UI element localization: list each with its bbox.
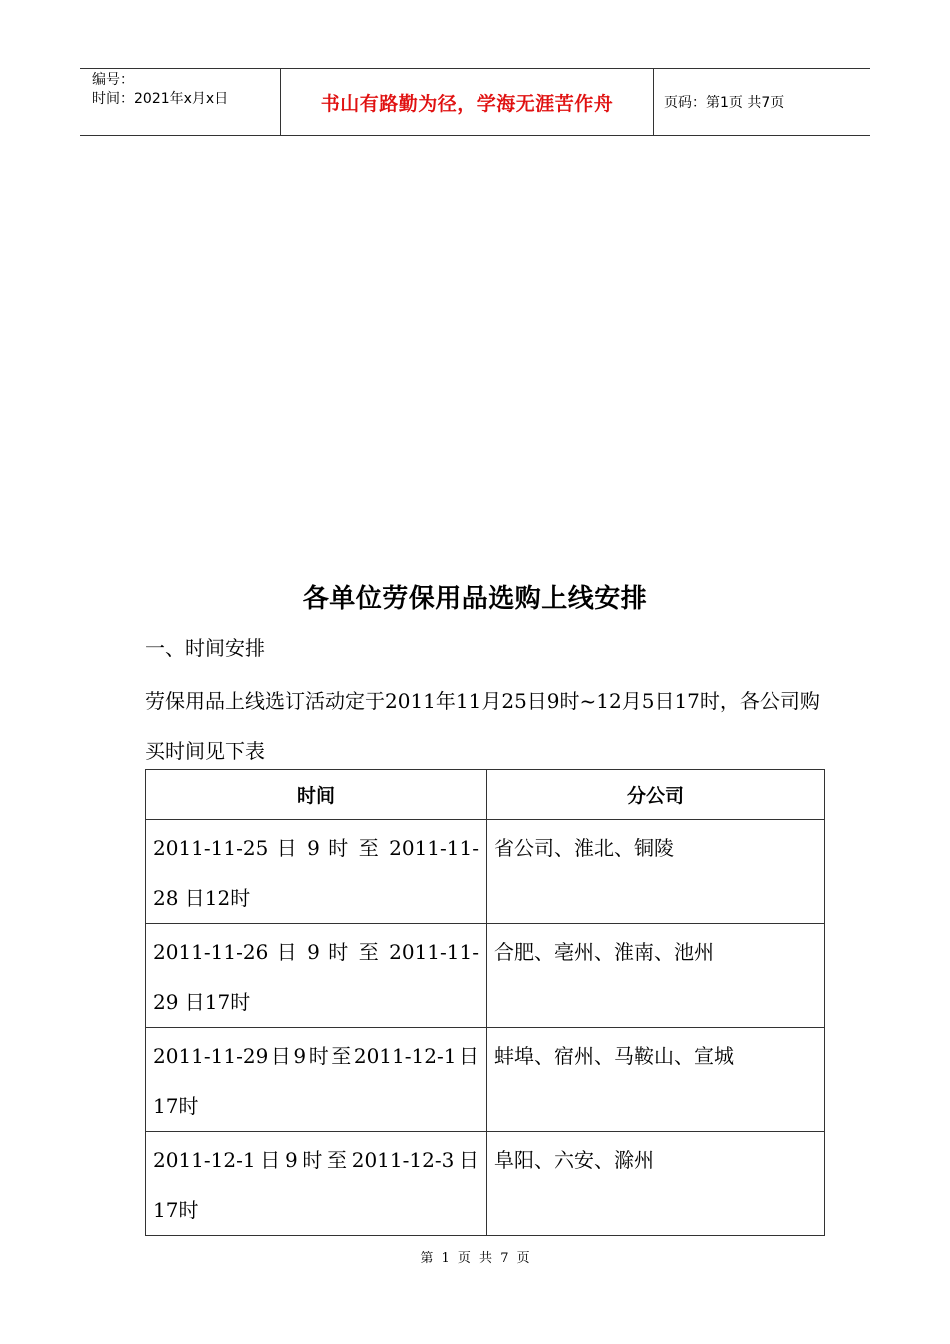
- branch-cell: 合肥、亳州、淮南、池州: [487, 924, 825, 1028]
- table-row: [146, 924, 825, 1028]
- document-number-label: 编号：: [92, 72, 134, 88]
- intro-paragraph: 劳保用品上线选订活动定于2011年11月25日9时~12月5日17时，各公司购买时间见下表: [145, 689, 820, 763]
- header-meta: [80, 69, 281, 135]
- table-row: [146, 1132, 825, 1236]
- document-title: 各单位劳保用品选购上线安排: [302, 584, 648, 614]
- table-row: [146, 1028, 825, 1132]
- schedule-table: [145, 769, 825, 1236]
- section-heading: 一、时间安排: [145, 636, 265, 660]
- branch-cell: 蚌埠、宿州、马鞍山、宣城: [487, 1028, 825, 1132]
- page-footer: 第 1 页 共 7 页: [420, 1251, 530, 1266]
- time-cell: 2011-11-29日9时至2011-12-1日 17时: [146, 1028, 487, 1132]
- header-page-info: 页码：第1页 共7页: [664, 95, 785, 111]
- table-row: [146, 820, 825, 924]
- column-header-time: 时间: [146, 770, 487, 820]
- time-cell: 2011-11-26 日 9 时 至 2011-11-29 日17时: [146, 924, 487, 1028]
- time-cell: 2011-11-25 日 9 时 至 2011-11-28 日12时: [146, 820, 487, 924]
- branch-cell: 阜阳、六安、滁州: [487, 1132, 825, 1236]
- time-cell: 2011-12-1日9时至2011-12-3日 17时: [146, 1132, 487, 1236]
- document-time-label: 时间：2021年x月x日: [92, 91, 229, 107]
- column-header-branch: 分公司: [487, 770, 825, 820]
- branch-cell: 省公司、淮北、铜陵: [487, 820, 825, 924]
- header-motto: 书山有路勤为径，学海无涯苦作舟: [281, 69, 654, 135]
- page-header: [80, 68, 870, 136]
- table-header-row: [146, 770, 825, 820]
